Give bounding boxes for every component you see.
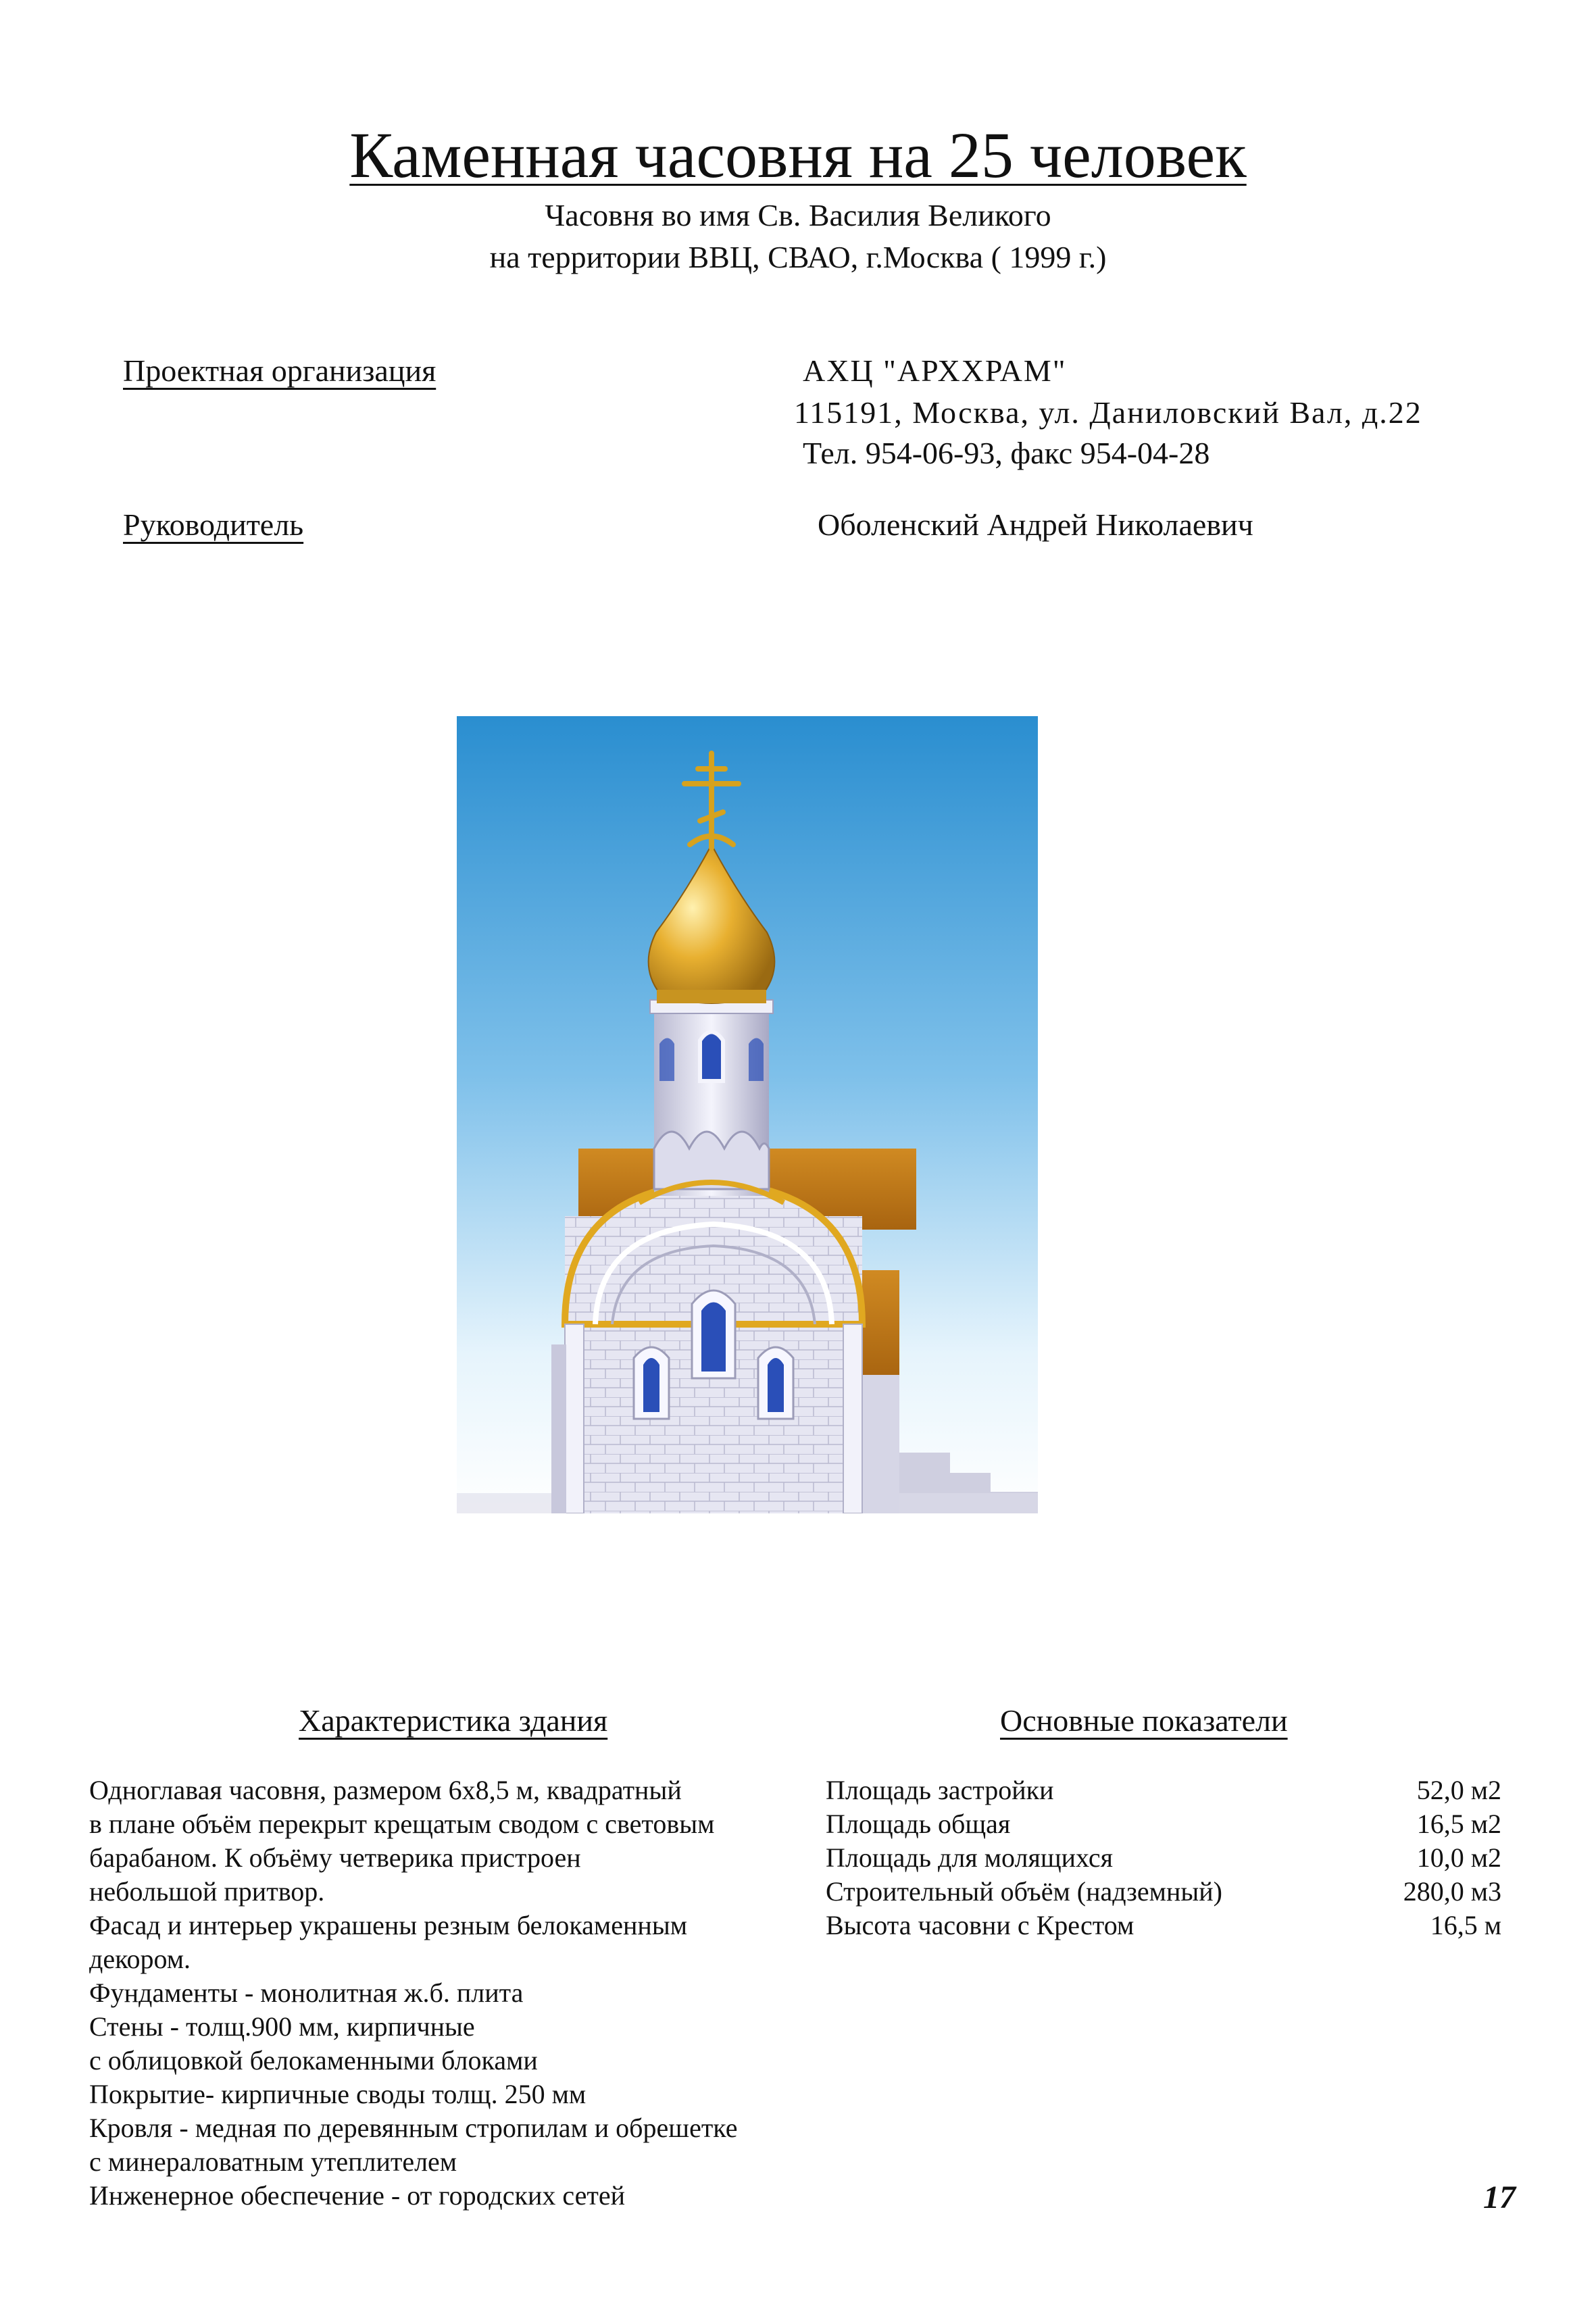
indicator-name: Высота часовни с Крестом (826, 1910, 1134, 1940)
subtitle-line-1: Часовня во имя Св. Василия Великого (545, 198, 1051, 232)
characteristics-line: Фундаменты - монолитная ж.б. плита (89, 1978, 524, 2008)
characteristics-line: Кровля - медная по деревянным стропилам и обрешетке (89, 2113, 738, 2143)
indicator-name: Площадь для молящихся (826, 1842, 1114, 1873)
characteristics-line: Инженерное обеспечение - от городских сетей (89, 2180, 626, 2211)
characteristics-line: в плане объём перекрыт крещатым сводом с световым (89, 1809, 715, 1839)
subtitle-line-2: на территории ВВЦ, СВАО, г.Москва ( 1999 г.) (489, 240, 1107, 274)
indicators-title: Основные показатели (1000, 1703, 1288, 1738)
indicator-value: 16,5 м2 (1416, 1809, 1501, 1839)
characteristics-line: Фасад и интерьер украшены резным белокаменным (89, 1910, 687, 1940)
indicator-name: Строительный объём (надземный) (826, 1876, 1222, 1907)
indicator-name: Площадь общая (826, 1809, 1011, 1839)
window-center (692, 1290, 735, 1378)
indicator-value: 280,0 м3 (1403, 1876, 1501, 1907)
indicator-value: 52,0 м2 (1416, 1775, 1501, 1805)
characteristics-line: декором. (89, 1944, 191, 1974)
characteristics-line: Одноглавая часовня, размером 6х8,5 м, квадратный (89, 1775, 682, 1805)
chapel-drawing (457, 716, 1038, 1513)
indicator-name: Площадь застройки (826, 1775, 1054, 1805)
org-label: Проектная организация (123, 353, 437, 388)
indicator-row (826, 1807, 1501, 1841)
characteristics-line: Покрытие- кирпичные своды толщ. 250 мм (89, 2079, 587, 2109)
org-phone: Тел. 954-06-93, факс 954-04-28 (803, 436, 1210, 470)
characteristics-line: с минераловатным утеплителем (89, 2146, 457, 2177)
characteristics-line: барабаном. К объёму четверика пристроен (89, 1842, 581, 1873)
characteristics-text (89, 1774, 846, 2213)
indicator-value: 10,0 м2 (1416, 1842, 1501, 1873)
indicator-row (826, 1774, 1501, 1807)
characteristics-line: небольшой притвор. (89, 1876, 325, 1907)
characteristics-title: Характеристика здания (299, 1703, 608, 1738)
head-name: Оболенский Андрей Николаевич (818, 507, 1253, 542)
characteristics-line: Стены - толщ.900 мм, кирпичные (89, 2011, 475, 2042)
characteristics-line: с облицовкой белокаменными блоками (89, 2045, 538, 2076)
indicator-row (826, 1875, 1501, 1909)
page-number: 17 (1483, 2180, 1516, 2215)
indicator-row (826, 1841, 1501, 1875)
org-address: 115191, Москва, ул. Даниловский Вал, д.22 (794, 395, 1422, 430)
org-name: АХЦ "АРХХРАМ" (803, 353, 1067, 388)
indicator-row (826, 1909, 1501, 1942)
chapel-illustration (457, 716, 1038, 1513)
window-right (758, 1347, 793, 1419)
head-label: Руководитель (123, 507, 304, 542)
indicators-table (826, 1774, 1501, 1942)
page-title: Каменная часовня на 25 человек (349, 119, 1247, 191)
window-left (634, 1347, 669, 1419)
indicator-value: 16,5 м (1430, 1910, 1501, 1940)
